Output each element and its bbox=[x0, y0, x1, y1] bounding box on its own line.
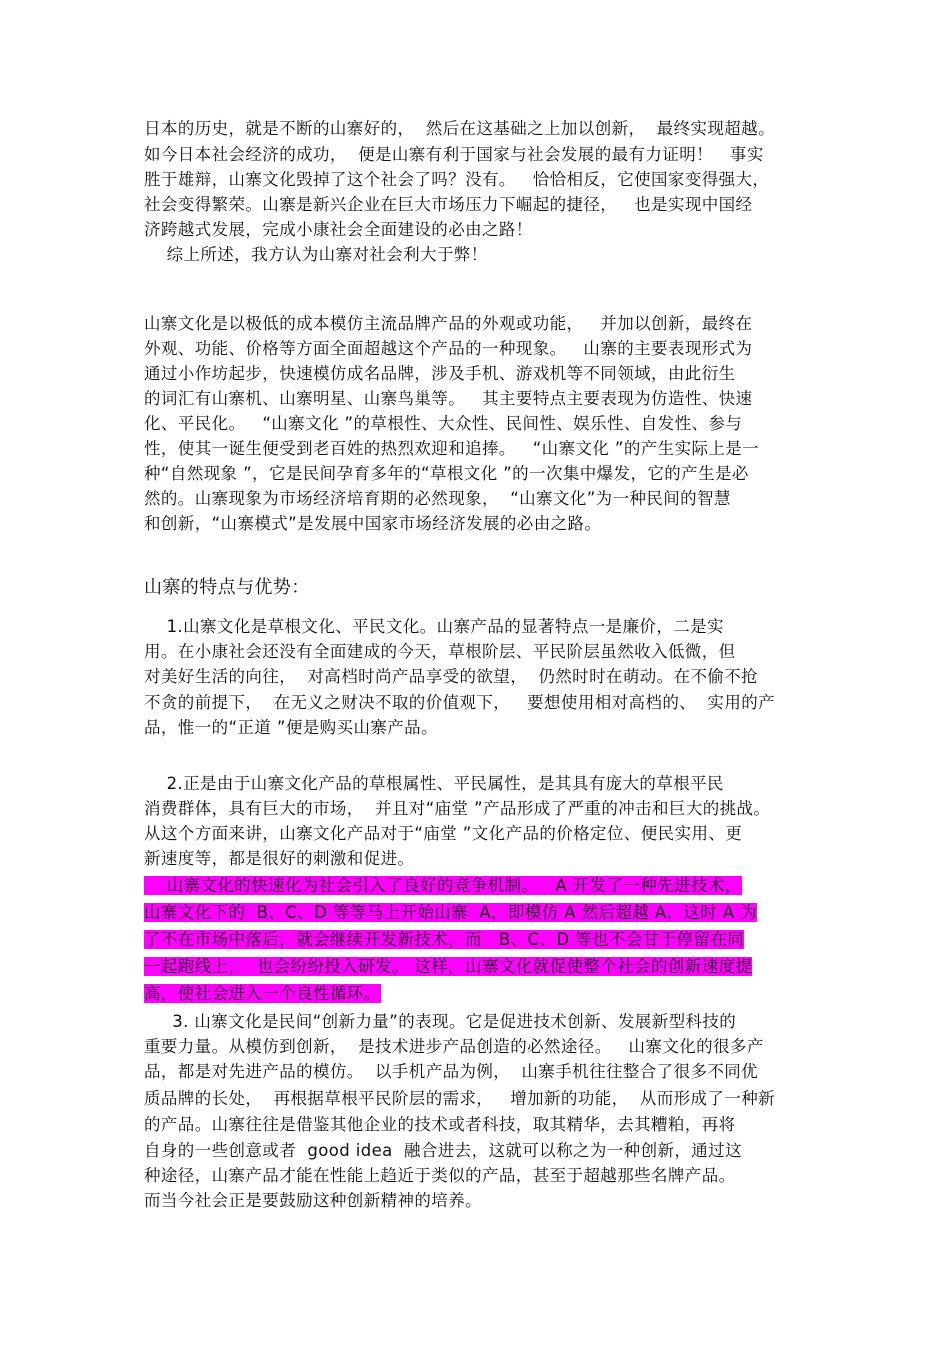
text-line: 性，使其一诞生便受到老百姓的热烈欢迎和追捧。 “山寨文化 ”的产生实际上是一 bbox=[144, 439, 760, 458]
highlighted-text-line bbox=[144, 929, 744, 951]
text-line: 消费群体，具有巨大的市场， 并且对“庙堂 ”产品形成了严重的冲击和巨大的挑战。 bbox=[144, 799, 771, 818]
text-line: 从这个方面来讲，山寨文化产品对于“庙堂 ”文化产品的价格定位、便民实用、更 bbox=[144, 824, 743, 843]
text-line: 品，惟一的“正道 ”便是购买山寨产品。 bbox=[144, 718, 438, 737]
text-line: 对美好生活的向往， 对高档时尚产品享受的欲望， 仍然时时在萌动。在不偷不抢 bbox=[144, 667, 759, 686]
highlight: 了不在市场中落后，就会继续开发新技术，而 B、C、D 等也不会甘于停留在同 bbox=[144, 930, 745, 949]
highlighted-text-line bbox=[144, 983, 381, 1005]
text-line: 山寨文化是以极低的成本模仿主流品牌产品的外观或功能， 并加以创新，最终在 bbox=[144, 314, 753, 333]
highlight: 山寨文化的快速化为社会引入了良好的竞争机制。 A 开发了一种先进技术， bbox=[144, 876, 742, 895]
text-line: 不贪的前提下， 在无义之财决不取的价值观下， 要想使用相对高档的、 实用的产 bbox=[144, 693, 776, 712]
text-line: 而当今社会正是要鼓励这种创新精神的培养。 bbox=[144, 1191, 482, 1210]
highlighted-text-line bbox=[144, 956, 752, 978]
text-line: 重要力量。从模仿到创新， 是技术进步产品创造的必然途径。 山寨文化的很多产 bbox=[144, 1037, 764, 1056]
text-line: 的词汇有山寨机、山寨明星、山寨鸟巢等。 其主要特点主要表现为仿造性、快速 bbox=[144, 389, 753, 408]
text-line: 外观、功能、价格等方面全面超越这个产品的一种现象。 山寨的主要表现形式为 bbox=[144, 339, 753, 358]
text-line: 胜于雄辩，山寨文化毁掉了这个社会了吗？没有。 恰恰相反，它使国家变得强大， bbox=[144, 170, 770, 189]
text-line: 2.正是由于山寨文化产品的草根属性、平民属性，是其具有庞大的草根平民 bbox=[144, 774, 724, 793]
text-line: 种途径，山寨产品才能在性能上趋近于类似的产品，甚至于超越那些名牌产品。 bbox=[144, 1166, 736, 1185]
text-line: 日本的历史，就是不断的山寨好的， 然后在这基础之上加以创新， 最终实现超越。 bbox=[144, 119, 775, 138]
text-line: 然的。山寨现象为市场经济培育期的必然现象， “山寨文化”为一种民间的智慧 bbox=[144, 489, 731, 508]
text-line: 用。在小康社会还没有全面建成的今天，草根阶层、平民阶层虽然收入低微，但 bbox=[144, 642, 736, 661]
highlight: 山寨文化下的 B、C、D 等等马上开始山寨 A，即模仿 A 然后超越 A，这时 A 为 bbox=[144, 903, 758, 922]
text-line: 1.山寨文化是草根文化、平民文化。山寨产品的显著特点一是廉价，二是实 bbox=[144, 617, 724, 636]
text-line: 3. 山寨文化是民间“创新力量”的表现。它是促进技术创新、发展新型科技的 bbox=[144, 1012, 737, 1031]
text-line: 社会变得繁荣。山寨是新兴企业在巨大市场压力下崛起的捷径， 也是实现中国经 bbox=[144, 195, 753, 214]
highlight: 高，使社会进入一个良性循环。 bbox=[144, 984, 381, 1003]
section-heading: 山寨的特点与优势： bbox=[144, 577, 310, 598]
highlighted-text-line bbox=[144, 875, 742, 897]
text-line: 自身的一些创意或者 good idea 融合进去，这就可以称之为一种创新，通过这 bbox=[144, 1141, 742, 1160]
text-line: 种“自然现象 ”，它是民间孕育多年的“草根文化 ”的一次集中爆发，它的产生是必 bbox=[144, 464, 749, 483]
text-line: 的产品。山寨往往是借鉴其他企业的技术或者科技，取其精华，去其糟粕，再将 bbox=[144, 1115, 736, 1134]
text-line: 品，都是对先进产品的模仿。 以手机产品为例， 山寨手机往往整合了很多不同优 bbox=[144, 1062, 759, 1081]
text-line: 综上所述，我方认为山寨对社会利大于弊！ bbox=[144, 245, 488, 264]
text-line: 质品牌的长处， 再根据草根平民阶层的需求， 增加新的功能， 从而形成了一种新 bbox=[144, 1089, 776, 1108]
highlight: 一起跑线上， 也会纷纷投入研发。 这样，山寨文化就促使整个社会的创新速度提 bbox=[144, 957, 753, 976]
text-line: 通过小作坊起步，快速模仿成名品牌，涉及手机、游戏机等不同领域，由此衍生 bbox=[144, 364, 736, 383]
text-line: 和创新，“山寨模式”是发展中国家市场经济发展的必由之路。 bbox=[144, 514, 602, 533]
highlighted-text-line bbox=[144, 902, 757, 924]
text-line: 济跨越式发展，完成小康社会全面建设的必由之路！ bbox=[144, 220, 533, 239]
text-line: 新速度等，都是很好的刺激和促进。 bbox=[144, 849, 415, 868]
text-line: 如今日本社会经济的成功， 便是山寨有利于国家与社会发展的最有力证明！ 事实 bbox=[144, 145, 764, 164]
text-line: 化、平民化。 “山寨文化 ”的草根性、大众性、民间性、娱乐性、自发性、参与 bbox=[144, 414, 743, 433]
